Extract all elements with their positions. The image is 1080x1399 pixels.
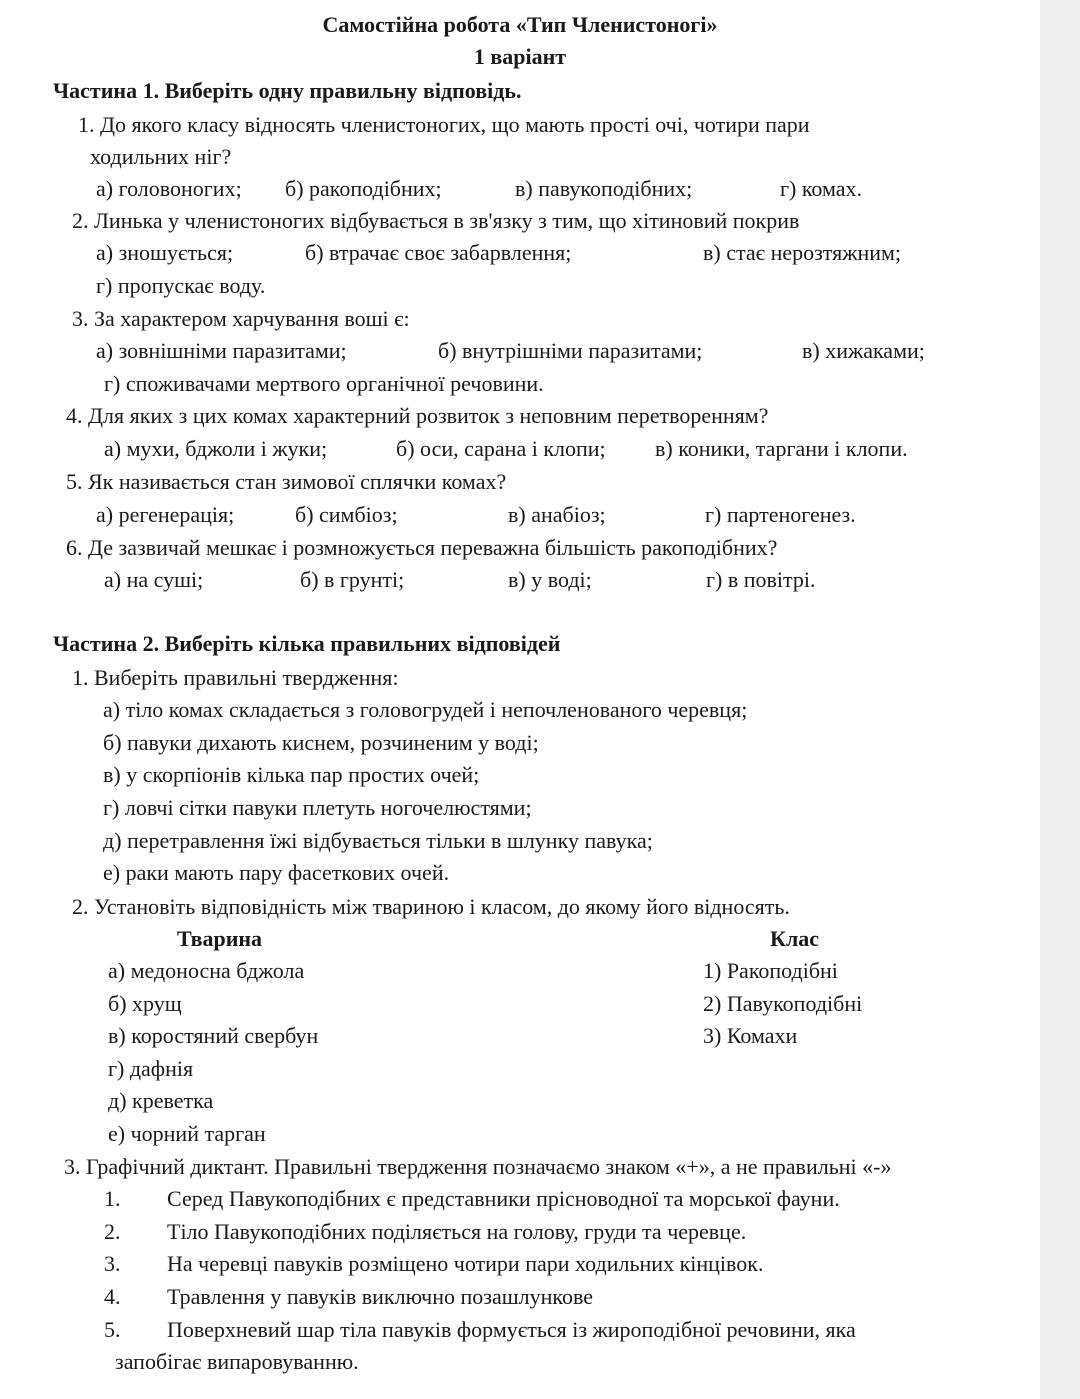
class-1: 1) Ракоподібні — [703, 958, 838, 983]
dictation-text: Серед Павукоподібних є представники прісноводної та морської фауни. — [167, 1186, 840, 1211]
dictation-number: 1. — [104, 1186, 121, 1211]
statement-a: а) тіло комах складається з головогрудей і непочленованого черевця; — [103, 697, 748, 722]
option-a: а) мухи, бджоли і жуки; — [104, 436, 328, 461]
animal-b: б) хрущ — [108, 991, 182, 1016]
dictation-item-5-cont: запобігає випаровуванню. — [115, 1349, 359, 1374]
option-c: в) хижаками; — [802, 338, 925, 363]
class-3: 3) Комахи — [703, 1023, 798, 1048]
option-d: г) партеногенез. — [705, 502, 856, 527]
column-header-animal: Тварина — [177, 926, 263, 951]
statement-c: в) у скорпіонів кілька пар простих очей; — [103, 762, 480, 787]
option-c: в) у воді; — [508, 567, 592, 592]
option-c: в) павукоподібних; — [515, 176, 693, 201]
variant-label: 1 варіант — [473, 44, 567, 69]
question-3-text: 3. За характером харчування воші є: — [72, 306, 410, 331]
question-2-text: 2. Линька у членистоногих відбувається в зв'язку з тим, що хітиновий покрив — [72, 208, 800, 233]
option-b: б) втрачає своє забарвлення; — [305, 240, 572, 265]
option-b: б) в грунті; — [300, 567, 405, 592]
question-2-option-d: г) пропускає воду. — [96, 273, 266, 298]
question-3-option-d: г) споживачами мертвого органічної речовини. — [104, 371, 544, 396]
option-b: б) ракоподібних; — [285, 176, 442, 201]
class-2: 2) Павукоподібні — [703, 991, 863, 1016]
option-a: а) головоногих; — [96, 176, 242, 201]
question-4-text: 4. Для яких з цих комах характерний розвиток з неповним перетворенням? — [66, 403, 769, 428]
dictation-text: Тіло Павукоподібних поділяється на голову, груди та черевце. — [167, 1219, 747, 1244]
dictation-text: На черевці павуків розміщено чотири пари ходильних кінцівок. — [167, 1251, 764, 1276]
option-c: в) коники, таргани і клопи. — [655, 436, 908, 461]
option-a: а) зношується; — [96, 240, 234, 265]
statement-b: б) павуки дихають киснем, розчиненим у воді; — [103, 730, 539, 755]
option-c: в) анабіоз; — [508, 502, 606, 527]
side-margin — [1040, 0, 1080, 1399]
option-b: б) симбіоз; — [295, 502, 398, 527]
part2-question-3-text: 3. Графічний диктант. Правильні твердження позначаємо знаком «+», а не правильні «-» — [64, 1154, 892, 1179]
option-b: б) внутрішніми паразитами; — [438, 338, 703, 363]
option-a: а) регенерація; — [96, 502, 235, 527]
option-a: а) зовнішніми паразитами; — [96, 338, 347, 363]
part2-heading: Частина 2. Виберіть кілька правильних відповідей — [53, 631, 561, 656]
dictation-number: 3. — [104, 1251, 121, 1276]
part1-heading: Частина 1. Виберіть одну правильну відповідь. — [53, 78, 522, 103]
dictation-text: Поверхневий шар тіла павуків формується із жироподібної речовини, яка — [167, 1317, 856, 1342]
dictation-number: 4. — [104, 1284, 121, 1309]
option-b: б) оси, сарана і клопи; — [396, 436, 606, 461]
document-title: Самостійна робота «Тип Членистоногі» — [322, 12, 718, 37]
animal-c: в) коростяний свербун — [108, 1023, 319, 1048]
option-d: г) в повітрі. — [706, 567, 816, 592]
statement-f: е) раки мають пару фасеткових очей. — [103, 860, 450, 885]
question-1-text: 1. До якого класу відносять членистоногих, що мають прості очі, чотири пари — [78, 112, 810, 137]
column-header-class: Клас — [770, 926, 820, 951]
dictation-number: 5. — [104, 1317, 121, 1342]
option-c: в) стає нерозтяжним; — [703, 240, 902, 265]
option-a: а) на суші; — [104, 567, 204, 592]
part2-question-1-text: 1. Виберіть правильні твердження: — [72, 665, 399, 690]
part2-question-2-text: 2. Установіть відповідність між твариною і класом, до якому його відносять. — [72, 894, 790, 919]
dictation-text: Травлення у павуків виключно позашлункове — [167, 1284, 594, 1309]
question-6-text: 6. Де зазвичай мешкає і розмножується переважна більшість ракоподібних? — [66, 535, 778, 560]
statement-d: г) ловчі сітки павуки плетуть ногочелюстями; — [103, 795, 532, 820]
animal-d: г) дафнія — [108, 1056, 194, 1081]
dictation-number: 2. — [104, 1219, 121, 1244]
question-1-text-cont: ходильних ніг? — [90, 144, 232, 169]
animal-a: а) медоносна бджола — [108, 958, 305, 983]
statement-e: д) перетравлення їжі відбувається тільки в шлунку павука; — [103, 828, 653, 853]
option-d: г) комах. — [780, 176, 863, 201]
animal-e: д) креветка — [108, 1088, 214, 1113]
question-5-text: 5. Як називається стан зимової сплячки комах? — [66, 469, 507, 494]
animal-f: е) чорний тарган — [108, 1121, 266, 1146]
